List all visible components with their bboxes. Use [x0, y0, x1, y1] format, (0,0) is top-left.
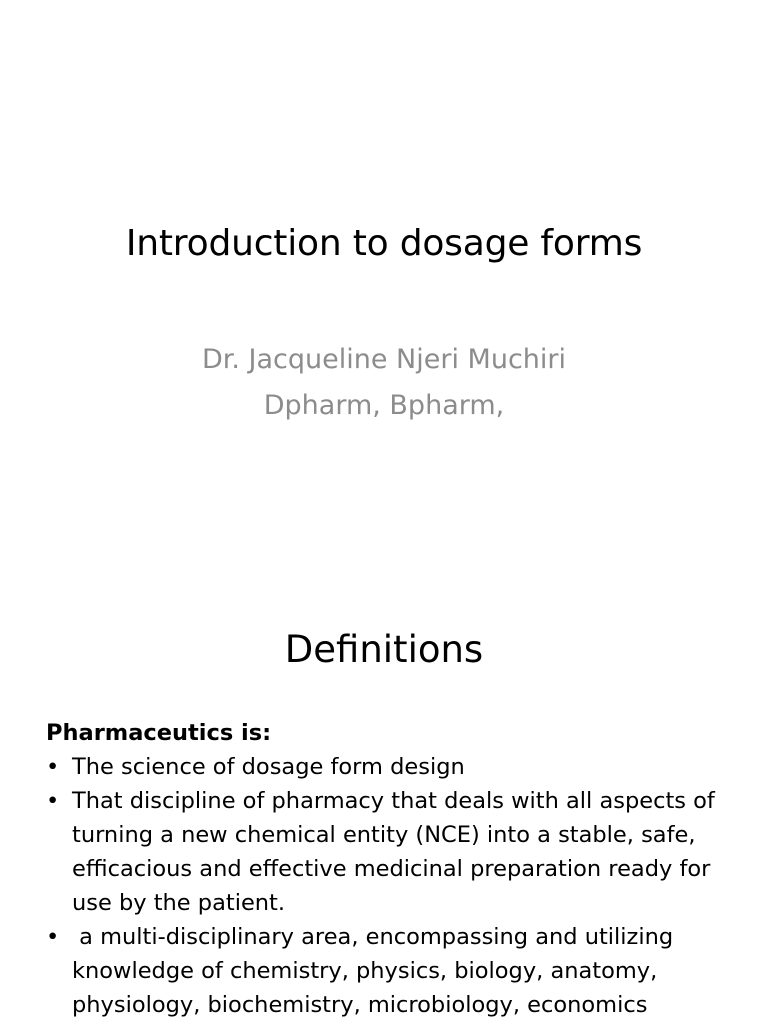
- definition-lead: Pharmaceutics is:: [46, 720, 272, 746]
- bullet-icon: •: [46, 754, 60, 780]
- author-name: Dr. Jacqueline Njeri Muchiri: [201, 344, 567, 375]
- definitions-heading: Definitions: [284, 628, 484, 671]
- list-item-text: That discipline of pharmacy that deals with all aspects of turning a new chemical entity (NCE) into a stable, safe, efficacious and effective medicinal preparation ready for use by the patient.: [72, 788, 715, 916]
- list-item: [46, 784, 736, 920]
- list-item-text: a multi-disciplinary area, encompassing and utilizing knowledge of chemistry, physics, biology, anatomy, physiology, biochemistry, microbiology, economics: [72, 924, 681, 1018]
- slide-definitions: [0, 576, 768, 1024]
- slide-title-heading: Introduction to dosage forms: [125, 223, 643, 264]
- definitions-body: [46, 716, 736, 1022]
- author-credentials: Dpharm, Bpharm,: [263, 390, 505, 421]
- bullet-icon: •: [46, 788, 60, 814]
- definition-list: [46, 750, 736, 1022]
- slide-subtitle: [0, 337, 768, 429]
- list-item: [46, 920, 736, 1022]
- list-item: [46, 750, 736, 784]
- bullet-icon: •: [46, 924, 60, 950]
- list-item-text: The science of dosage form design: [72, 754, 465, 780]
